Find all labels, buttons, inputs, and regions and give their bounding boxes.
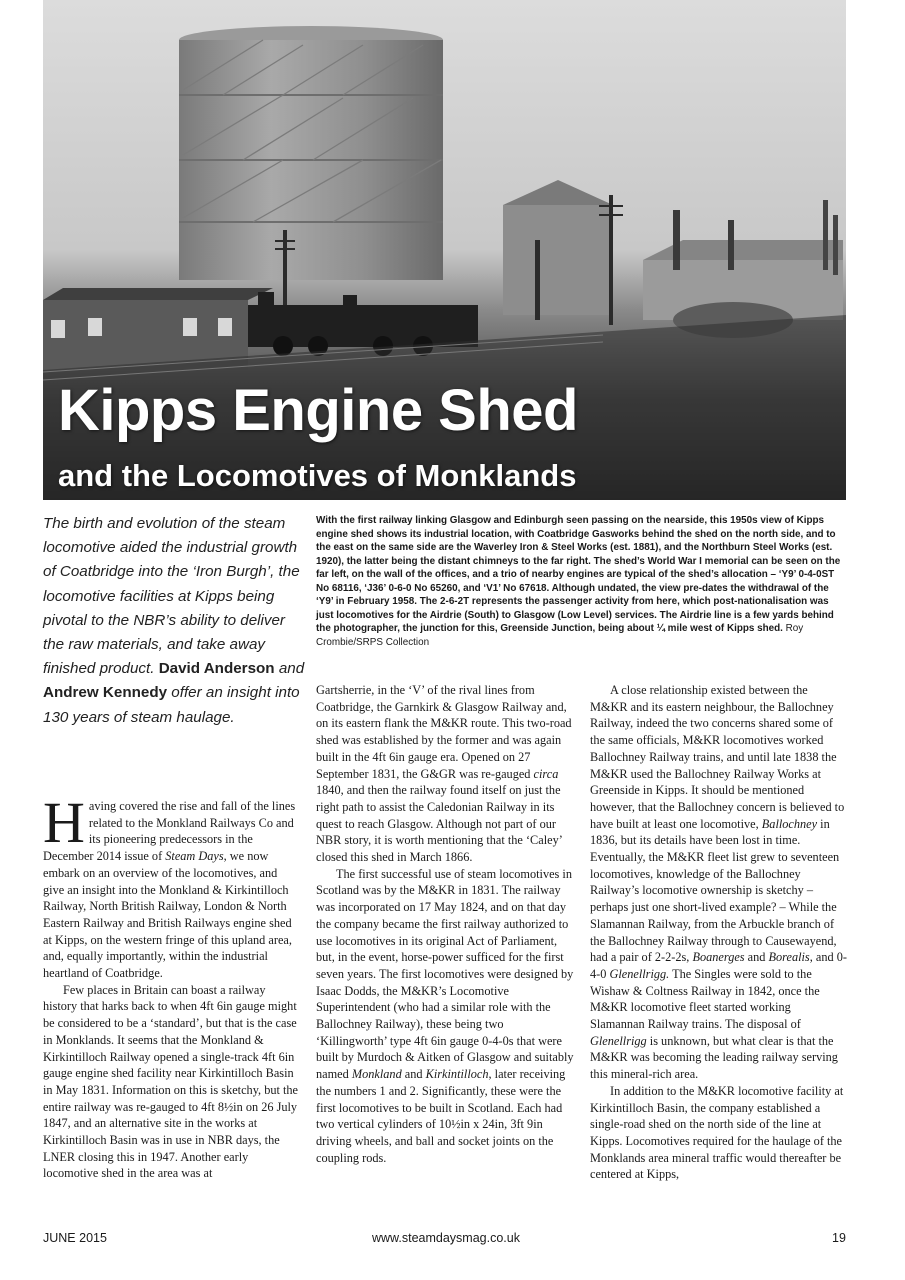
locomotive-name: Kirkintilloch — [425, 1067, 489, 1082]
locomotive-name: Borealis — [768, 950, 810, 965]
text-run: 1840, and then the railway found itself on just the right path to assist the Caledonian Railway in its quest to reach Glasgow. Although not part of our NBR story, it is worth mentioning that the ‘Caley’ closed this shed in March 1866. — [316, 783, 562, 865]
paragraph — [316, 682, 574, 866]
page-title: Kipps Engine Shed — [58, 378, 578, 443]
paragraph: Few places in Britain can boast a railway history that harks back to when 4ft 6in gauge might be considered to be a ‘standard’, but that is the case in Monklands. It seems that the Monkland & Kirkintilloch Railway opened a single-track 4ft 6in gauge engine shed facility near Kirkintilloch Basin in May 1831. Information on this is sketchy, but the entire railway was re-gauged to 4ft 8½in on 26 July 1847, and an alternative site in the works at Kirkintilloch Basin was in use in NBR days, the LNER closing this in 1947. Another early locomotive shed in the area was at — [43, 982, 299, 1181]
photo-credit: Roy Crombie/SRPS Collection — [316, 623, 804, 648]
text-run: The Singles were sold to the Wishaw & Coltness Railway in 1842, once the M&KR locomotive fleet started working Slamannan Railway trains. The disposal of — [590, 966, 820, 1032]
paragraph — [316, 866, 574, 1167]
page-number: 19 — [832, 1231, 846, 1245]
body-column-2 — [316, 682, 574, 1166]
locomotive-name: Glenellrigg — [590, 1033, 647, 1048]
photo-caption — [316, 514, 846, 649]
issue-date: JUNE 2015 — [43, 1231, 107, 1245]
locomotive-name: Boanerges — [692, 950, 745, 965]
body-column-3 — [590, 682, 848, 1183]
paragraph: In addition to the M&KR locomotive facility at Kirkintilloch Basin, the company established a single-road shed on the north side of the line at Kipps. Locomotives required for the haulage of the Monklands area mineral traffic would thereafter be centered at Kipps, — [590, 1083, 844, 1182]
text-run: , and 0-4-0 — [590, 950, 847, 981]
author-name: Andrew Kennedy — [43, 684, 168, 702]
paragraph — [590, 682, 848, 1083]
magazine-title: Steam Days — [165, 849, 224, 864]
author-name: David Anderson — [158, 660, 275, 678]
page-subtitle: and the Locomotives of Monklands — [58, 458, 577, 493]
body-column-1 — [43, 790, 301, 1182]
standfirst — [43, 512, 305, 730]
text-run: aving covered the rise and fall of the lines related to the Monkland Railways Co and its pioneering predecessors in the December 2014 issue of — [43, 799, 296, 864]
standfirst-outro: offer an insight into 130 years of steam haulage. — [43, 684, 300, 726]
caption-text: With the first railway linking Glasgow and Edinburgh seen passing on the nearside, this 1950s view of Kipps engine shed shows its industrial location, with Coatbridge Gasworks behind the shed on the north side, and to the east on the same side are the Waverley Iron & Steel Works (est. 1881), and the Northburn Steel Works (est. 1920), the latter being the distant chimneys to the far right. The shed’s World War I memorial can be seen on the far left, on the wall of the offices, and a trio of nearby engines are typical of the shed’s allocation – ‘Y9’ 0-4-0ST No 68116, ‘J36’ 0-6-0 No 65260, and ‘V1’ No 67618. Although undated, the view pre-dates the withdrawal of the ‘Y9’ in February 1958. The 2-6-2T represents the passenger activity from here, which post-nationalisation was just locomotives for the Airdrie (South) to Glasgow (Low Level) services. The Airdrie line is a few yards behind the photographer, the junction for this, Greenside Junction, being about ¼ mile west of Kipps shed. — [316, 515, 841, 635]
text-run: , we now embark on an overview of the locomotives, and give an insight into the Monkland & Kirkintilloch Railway, North British Railway, London & North Eastern Railway and British Railways engine shed at Kipps, on the western fringe of this upland area, and, equally importantly, within the industrial heartland of Coatbridge. — [43, 849, 292, 981]
author-conjunction: and — [278, 660, 305, 678]
text-run: in 1836, but its details have been lost in time. Eventually, the M&KR fleet list grew to seventeen locomotives, knowledge of the Ballochney Railway’s locomotive ownership is sketchy – perhaps just one short-lived example? – While the Slamannan Railway, from the Arbuckle branch of the Ballochney Railway through to Causewayend, had a pair of 2-2-2s, — [590, 816, 840, 965]
text-run: , later receiving the numbers 1 and 2. Significantly, these were the first locomotives to be built in Scotland. Each had two vertical cylinders of 10½in x 24in, 3ft 9in driving wheels, and ball and socket joints on the coupling rods. — [316, 1067, 566, 1165]
text-run: and — [744, 950, 769, 965]
paragraph — [43, 790, 301, 982]
locomotive-name: Monkland — [351, 1067, 402, 1082]
text-run: A close relationship existed between the M&KR and its eastern neighbour, the Ballochney Railway, indeed the two concerns shared some of the same officials, M&KR locomotives worked Ballochney Railway trains, and until late 1838 the M&KR used the Ballochney Railway Works at Greenside in Kipps. It should be mentioned however, that the Ballochney concern is believed to have built at least one locomotive, — [590, 683, 845, 831]
drop-cap: H — [43, 790, 85, 855]
text-run: Gartsherrie, in the ‘V’ of the rival lines from Coatbridge, the Garnkirk & Glasgow Railway and, on its eastern flank the M&KR route. This two-road shed was established by the former and was again built in the 4ft 6in gauge era. Opened on 27 September 1831, the G&GR was re-gauged — [316, 683, 572, 781]
standfirst-intro: The birth and evolution of the steam locomotive aided the industrial growth of Coatbridge into the ‘Iron Burgh’, the locomotive facilities at Kipps being pivotal to the NBR’s ability to deliver the raw materials, and take away finished product. — [43, 515, 300, 678]
text-run: circa — [533, 766, 559, 781]
locomotive-name: Ballochney — [761, 816, 818, 831]
website-link[interactable]: www.steamdaysmag.co.uk — [372, 1231, 520, 1245]
text-run: The first successful use of steam locomotives in Scotland was by the M&KR in 1831. The railway was incorporated on 17 May 1824, and on that day the company became the first railway authorized to use locomotives in its original Act of Parliament, but, in the event, horse-power sufficed for the first seven years. The first locomotives were designed by Isaac Dodds, the M&KR’s Locomotive Superintendent (who had a similar role with the Ballochney Railway), these being two ‘Killingworth’ type 4ft 6in gauge 0-4-0s that were built by Murdoch & Aitken of Glasgow and suitably named — [316, 866, 574, 1082]
locomotive-name: Glenellrigg. — [609, 966, 670, 981]
text-run: is unknown, but what clear is that the M&KR was becoming the leading railway serving this mineral-rich area. — [590, 1033, 838, 1082]
gasholder — [179, 26, 443, 280]
text-run: and — [401, 1067, 426, 1082]
